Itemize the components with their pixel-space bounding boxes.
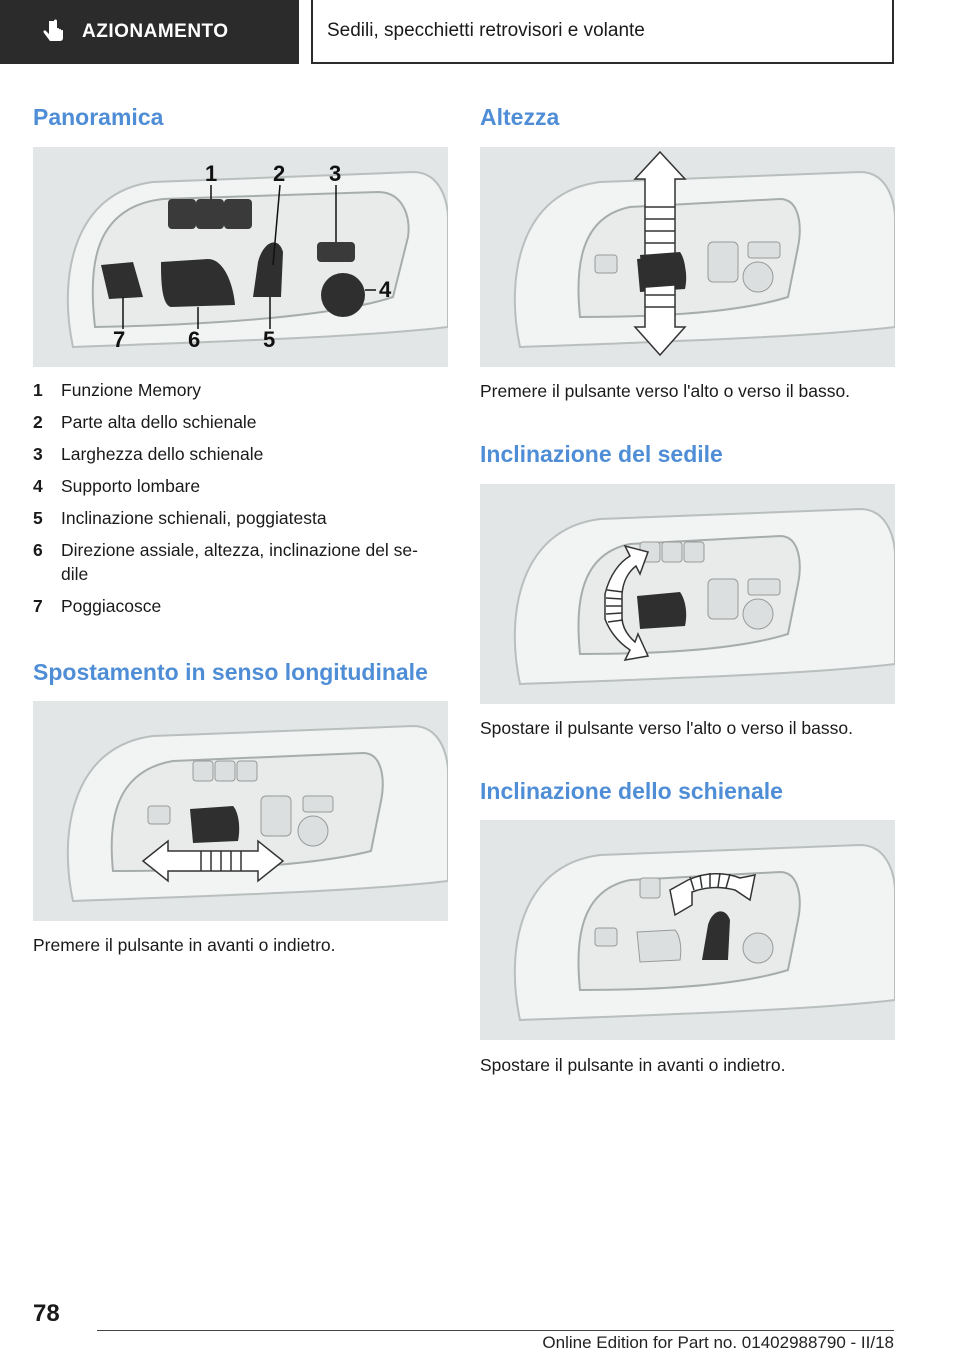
longitudinal-figure [33,701,448,921]
overview-figure [33,147,448,367]
footer-divider [97,1330,894,1331]
legend-item: 6 Direzione assiale, altezza, inclinazione del se- dile [33,540,418,584]
section-label: AZIONAMENTO [82,21,229,42]
figure-label-3: 3 [329,161,342,186]
legend-item: 1 Funzione Memory [33,380,202,400]
backrest-tilt-figure [480,820,895,1040]
caption-height: Premere il pulsante verso l'alto o verso il basso. [480,381,851,401]
legend-item: 2 Parte alta dello schienale [33,412,257,432]
legend-list [33,378,453,626]
figure-label-7: 7 [113,327,126,352]
figure-label-2: 2 [273,161,286,186]
page-number: 78 [33,1300,60,1327]
legend-item: 4 Supporto lombare [33,476,201,496]
figure-label-5: 5 [263,327,276,352]
legend-item: 3 Larghezza dello schienale [33,444,264,464]
figure-label-6: 6 [188,327,201,352]
section-tab [0,0,299,64]
figure-label-1: 1 [205,161,218,186]
heading-backrest-tilt: Inclinazione dello schienale [480,778,783,804]
caption-seat-tilt: Spostare il pulsante verso l'alto o verso il basso. [480,718,853,738]
edition-note: Online Edition for Part no. 01402988790 - II/18 [542,1333,894,1352]
chapter-title: Sedili, specchietti retrovisori e volante [311,0,894,64]
legend-item: 5 Inclinazione schienali, poggiatesta [33,508,327,528]
figure-label-4: 4 [379,277,392,302]
caption-longitudinal: Premere il pulsante in avanti o indietro. [33,935,336,955]
heading-height: Altezza [480,104,560,130]
heading-longitudinal: Spostamento in senso longitudinale [33,659,428,685]
height-figure [480,147,895,367]
caption-backrest-tilt: Spostare il pulsante in avanti o indietro. [480,1055,786,1075]
heading-seat-tilt: Inclinazione del sedile [480,441,723,467]
legend-item: 7 Poggiacosce [33,596,162,616]
heading-overview: Panoramica [33,104,164,130]
seat-tilt-figure [480,484,895,704]
hand-pointer-icon [38,17,68,47]
